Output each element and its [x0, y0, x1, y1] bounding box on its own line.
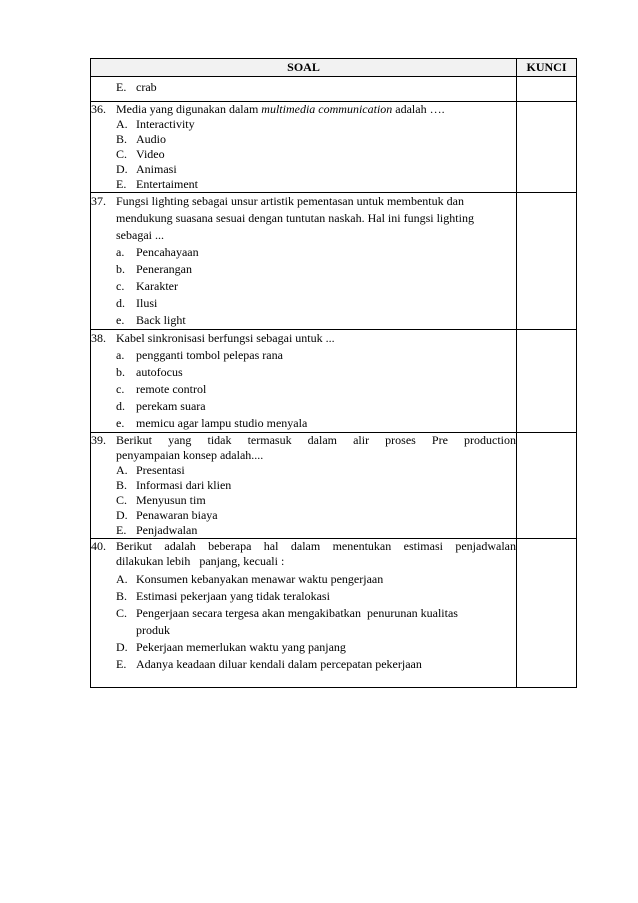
option-text: produk: [136, 623, 170, 637]
soal-cell-prev: [91, 77, 517, 102]
option-item: [116, 80, 516, 95]
option-item: [116, 478, 516, 493]
option-letter: a.: [116, 348, 125, 362]
option-text: Penjadwalan: [136, 523, 198, 537]
soal-cell-36: [91, 102, 517, 193]
option-letter: e.: [116, 416, 125, 430]
kunci-cell: [517, 539, 577, 688]
table-row: [91, 102, 577, 193]
question-number: 40.: [91, 539, 106, 553]
option-item: [116, 656, 516, 673]
option-text: crab: [136, 80, 157, 94]
option-text: Ilusi: [136, 296, 158, 310]
table-row: [91, 330, 577, 433]
option-item: [116, 132, 516, 147]
soal-cell-39: [91, 433, 517, 539]
table-header-row: [91, 59, 577, 77]
option-text: Adanya keadaan diluar kendali dalam percepatan pekerjaan: [136, 657, 422, 671]
option-text: Menyusun tim: [136, 493, 206, 507]
option-item: [116, 398, 516, 415]
table-row: [91, 539, 577, 688]
option-item: [116, 347, 516, 364]
soal-cell-40: [91, 539, 517, 688]
option-letter: B.: [116, 478, 128, 492]
question-38: [91, 330, 516, 347]
kunci-cell: [517, 102, 577, 193]
option-letter: b.: [116, 365, 125, 379]
option-text: Interactivity: [136, 117, 195, 131]
option-letter: A.: [116, 117, 128, 131]
option-item: [116, 147, 516, 162]
table-row: [91, 77, 577, 102]
option-item: [116, 244, 516, 261]
option-text: Karakter: [136, 279, 178, 293]
question-number: 37.: [91, 194, 106, 208]
option-text: Estimasi pekerjaan yang tidak teralokasi: [136, 589, 330, 603]
option-item: [116, 295, 516, 312]
question-37: [91, 193, 516, 244]
option-letter: B.: [116, 589, 128, 603]
question-text-line: mendukung suasana sesuai dengan tuntutan naskah. Hal ini fungsi lighting: [116, 211, 474, 225]
soal-cell-37: [91, 193, 517, 330]
option-letter: d.: [116, 399, 125, 413]
question-text: Media yang digunakan dalam: [116, 102, 262, 116]
option-item: [116, 508, 516, 523]
option-item: [116, 312, 516, 329]
option-item: [116, 278, 516, 295]
option-text: Penerangan: [136, 262, 192, 276]
option-letter: a.: [116, 245, 125, 259]
option-letter: c.: [116, 279, 125, 293]
option-letter: A.: [116, 463, 128, 477]
soal-cell-38: [91, 330, 517, 433]
option-text: Pekerjaan memerlukan waktu yang panjang: [136, 640, 346, 654]
option-text: Presentasi: [136, 463, 185, 477]
question-table: [90, 58, 577, 688]
option-text: memicu agar lampu studio menyala: [136, 416, 308, 430]
option-letter: C.: [116, 147, 128, 161]
question-text-line: Berikut adalah beberapa hal dalam menentukan estimasi penjadwalan: [116, 539, 516, 553]
table-row: [91, 193, 577, 330]
option-text: autofocus: [136, 365, 183, 379]
option-letter: e.: [116, 313, 125, 327]
option-item: [116, 493, 516, 508]
option-letter: C.: [116, 493, 128, 507]
option-text: perekam suara: [136, 399, 206, 413]
kunci-cell: [517, 77, 577, 102]
option-text: Back light: [136, 313, 186, 327]
question-text-end: adalah ….: [392, 102, 445, 116]
question-number: 38.: [91, 331, 106, 345]
option-item: [116, 261, 516, 278]
option-text: Animasi: [136, 162, 177, 176]
option-item: [116, 415, 516, 432]
question-text-line: penyampaian konsep adalah....: [116, 448, 264, 462]
option-text: pengganti tombol pelepas rana: [136, 348, 283, 362]
option-letter: b.: [116, 262, 125, 276]
option-letter: [116, 622, 136, 639]
option-item: [116, 117, 516, 132]
option-letter: D.: [116, 640, 128, 654]
option-item: [116, 177, 516, 192]
option-text: remote control: [136, 382, 207, 396]
question-number: 36.: [91, 102, 106, 116]
option-item: [116, 364, 516, 381]
option-text: Audio: [136, 132, 166, 146]
option-text: Penawaran biaya: [136, 508, 218, 522]
question-text-line: Fungsi lighting sebagai unsur artistik pementasan untuk membentuk dan: [116, 194, 464, 208]
header-kunci: KUNCI: [517, 59, 577, 77]
option-item-continuation: [116, 622, 516, 639]
option-text: Informasi dari klien: [136, 478, 232, 492]
option-item: [116, 571, 516, 588]
option-item: [116, 162, 516, 177]
option-letter: A.: [116, 572, 128, 586]
kunci-cell: [517, 433, 577, 539]
option-letter: E.: [116, 657, 127, 671]
option-text: Konsumen kebanyakan menawar waktu pengerjaan: [136, 572, 384, 586]
option-letter: C.: [116, 606, 128, 620]
option-letter: D.: [116, 508, 128, 522]
option-letter: d.: [116, 296, 125, 310]
question-text-line: Berikut yang tidak termasuk dalam alir proses Pre production: [116, 433, 516, 447]
option-item: [116, 605, 516, 622]
option-text: Pengerjaan secara tergesa akan mengakibatkan penurunan kualitas: [136, 606, 458, 620]
option-item: [116, 523, 516, 538]
option-item: [116, 381, 516, 398]
question-39: [91, 433, 516, 463]
table-row: [91, 433, 577, 539]
question-text-italic: multimedia communication: [261, 102, 393, 116]
question-text-line: dilakukan lebih panjang, kecuali :: [116, 554, 285, 568]
option-letter: E.: [116, 80, 127, 94]
option-letter: E.: [116, 177, 127, 191]
option-letter: c.: [116, 382, 125, 396]
option-text: Entertaiment: [136, 177, 198, 191]
question-40: [91, 539, 516, 569]
header-soal: SOAL: [91, 59, 517, 77]
option-item: [116, 639, 516, 656]
option-text: Pencahayaan: [136, 245, 199, 259]
option-letter: D.: [116, 162, 128, 176]
kunci-cell: [517, 193, 577, 330]
option-letter: B.: [116, 132, 128, 146]
question-number: 39.: [91, 433, 106, 447]
option-letter: E.: [116, 523, 127, 537]
question-36: [91, 102, 516, 117]
kunci-cell: [517, 330, 577, 433]
option-text: Video: [136, 147, 165, 161]
option-item: [116, 463, 516, 478]
question-text: Kabel sinkronisasi berfungsi sebagai untuk ...: [116, 331, 335, 345]
question-text-line: sebagai ...: [116, 228, 164, 242]
option-item: [116, 588, 516, 605]
